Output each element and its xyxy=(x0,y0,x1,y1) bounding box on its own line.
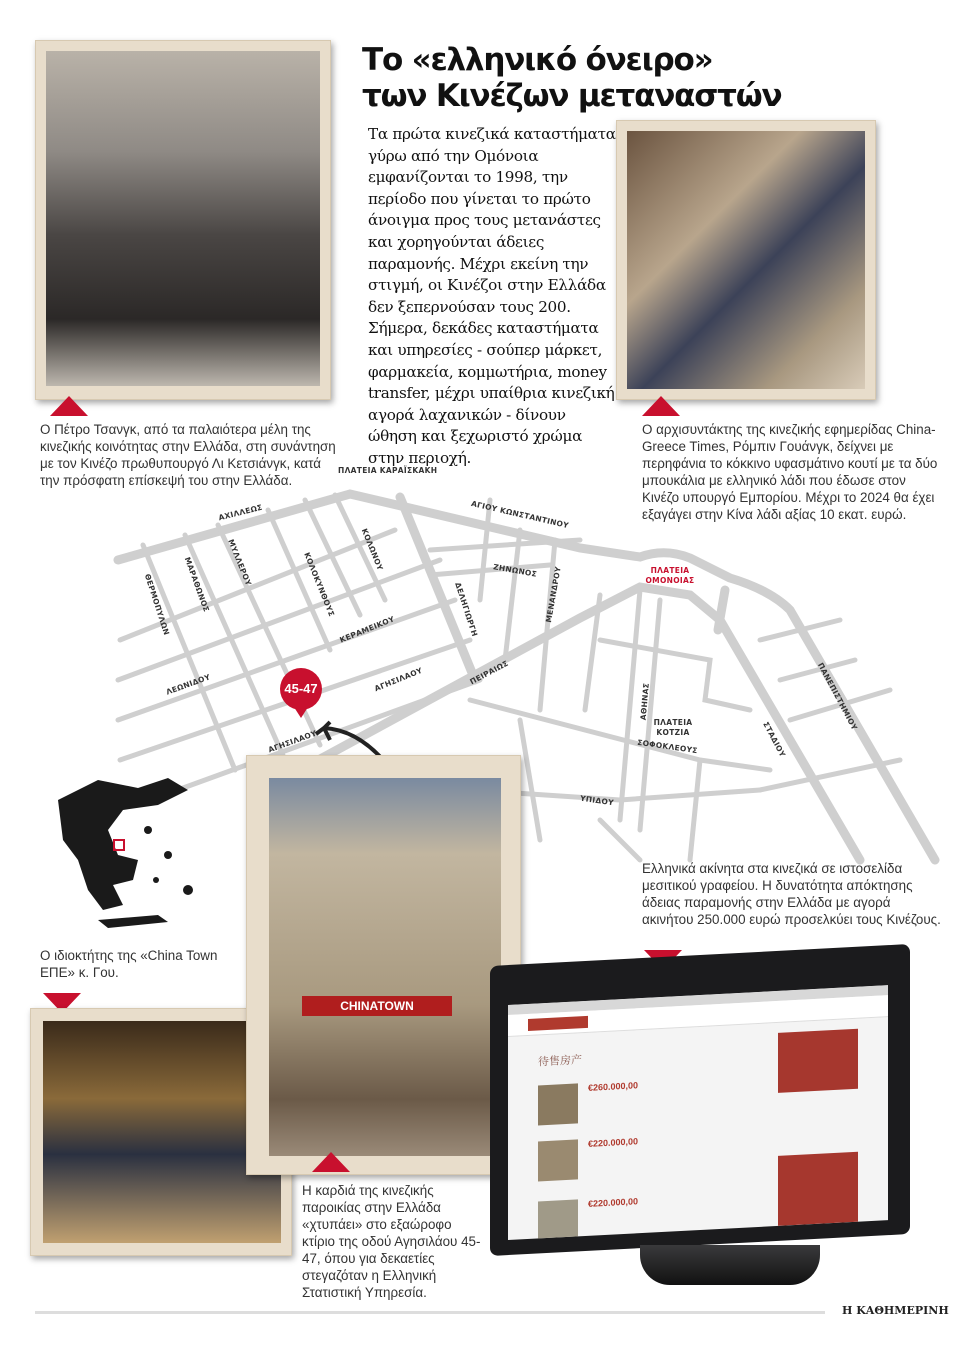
label-evripidou: ΥΠΙΔΟΥ xyxy=(579,793,615,808)
screen-sidebar-box xyxy=(778,1152,858,1226)
marker-pin-tip-icon xyxy=(292,704,310,718)
listing-photo xyxy=(538,1139,578,1181)
label-thermopylon: ΘΕΡΜΟΠΥΛΩΝ xyxy=(142,572,172,637)
label-achilleos: ΑΧΙΛΛΕΩΣ xyxy=(217,502,264,523)
location-marker-45-47[interactable]: 45-47 xyxy=(280,668,322,710)
site-logo xyxy=(528,1016,588,1031)
listing-price[interactable]: €260.000,00 xyxy=(588,1080,639,1093)
footer-rule xyxy=(35,1311,825,1314)
screen-heading: 待售房产 xyxy=(538,1053,582,1069)
caption-tsang: Ο Πέτρο Τσανγκ, από τα παλαιότερα μέλη της κινεζικής κοινότητας στην Ελλάδα, στη συνάντηση με τον Κινέζο πρωθυπουργό Λι Κετσιάνγκ, κατά την πρόσφατη επίσκεψή του στην Ελλάδα. xyxy=(40,422,336,488)
label-stadiou: ΣΤΑΔΙΟΥ xyxy=(761,720,788,759)
label-athinas: ΑΘΗΝΑΣ xyxy=(638,682,651,721)
listing-photo xyxy=(538,1083,578,1125)
label-agisilaou-west: ΑΓΗΣΙΛΑΟΥ xyxy=(266,728,318,755)
label-kolonou: ΚΟΛΩΝΟΥ xyxy=(359,527,385,572)
caption-building: Η καρδιά της κινεζικής παροικίας στην Ελλάδα «χτυπάει» στο εξαώροφο κτίριο της οδού Αγησιλάου 45-47, όπου για δεκαετίες στεγαζόταν η Ελληνική Στατιστική Υπηρεσία. xyxy=(302,1183,481,1300)
caption-editor: Ο αρχισυντάκτης της κινεζικής εφημερίδας China-Greece Times, Ρόμπιν Γουάνγκ, δείχνει με περηφάνια το κόκκινο υφασμάτινο κουτί με τα δύο μπουκάλια με ελληνικό λάδι που έδωσε στον Κινέζο υπουργό Εμπορίου. Μέχρι το 2024 θα έχει εξαγάγει στην Κίνα λάδι αξίας 10 εκατ. ευρώ. xyxy=(642,422,938,522)
label-leonidou: ΛΕΩΝΙΔΟΥ xyxy=(164,672,212,697)
label-agisilaou-east: ΑΓΗΣΙΛΑΟΥ xyxy=(373,665,424,694)
pointer-triangle-icon xyxy=(50,396,88,416)
title-line-2: των Κινέζων μεταναστών xyxy=(362,78,782,114)
chinatown-sign: CHINATOWN xyxy=(302,996,452,1016)
label-zinonos: ΖΗΝΩΝΟΣ xyxy=(492,562,538,579)
photo-frame-editor xyxy=(616,120,876,400)
label-menandrou: ΜΕΝΑΝΔΡΟΥ xyxy=(544,565,563,624)
label-mylleroy: ΜΥΛΛΕΡΟΥ xyxy=(226,537,254,588)
photo-chinatown-building xyxy=(269,778,501,1156)
article-body: Τα πρώτα κινεζικά καταστήματα γύρω από την Ομόνοια εμφανίζονται το 1998, την περίοδο που γίνεται το πρώτο άνοιγμα προς τους μετανάστες και χορηγούνται άδειες παραμονής. Μέχρι εκείνη την στιγμή, οι Κινέζοι στην Ελλάδα δεν ξεπερνούσαν τους 200. Σήμερα, δεκάδες καταστήματα και υπηρεσίες - σούπερ μάρκετ, φαρμακεία, κομμωτήρια, money transfer, μέχρι υπαίθρια κινεζική αγορά λαχανικών - δίνουν ώθηση και ξεχωριστό χρώμα στην περιοχή. xyxy=(368,125,616,467)
listing-price[interactable]: €220.000,00 xyxy=(588,1196,639,1209)
caption-owner: Ο ιδιοκτήτης της «China Town ΕΠΕ» κ. Γου. xyxy=(40,948,218,980)
label-kolokynthous: ΚΟΛΟΚΥΝΘΟΥΣ xyxy=(302,551,337,618)
listing-photo xyxy=(538,1199,578,1240)
label-panepistimiou: ΠΑΝΕΠΙΣΤΗΜΙΟΥ xyxy=(815,661,860,732)
greece-map-icon xyxy=(38,760,208,940)
label-plateia-omonoias: ΠΛΑΤΕΙΑ ΟΜΟΝΟΙΑΣ xyxy=(645,566,695,585)
screen-sidebar-box xyxy=(778,1029,858,1093)
newspaper-logo: Η ΚΑΘΗΜΕΡΙΝΗ xyxy=(842,1304,949,1317)
listing-price[interactable]: €220.000,00 xyxy=(588,1136,639,1149)
label-marathonos: ΜΑΡΑΘΩΝΟΣ xyxy=(182,555,212,614)
caption-realestate: Ελληνικά ακίνητα στα κινεζικά σε ιστοσελίδα μεσιτικού γραφείου. Η δυνατότητα απόκτησης άδειας παραμονής στην Ελλάδα με αγορά ακινήτου 250.000 ευρώ προσελκύει τους Κινέζους. xyxy=(642,861,941,927)
computer-monitor xyxy=(490,944,910,1256)
title-line-1: Το «ελληνικό όνειρο» xyxy=(362,42,713,78)
photo-frame-tsang xyxy=(35,40,331,400)
pointer-triangle-icon xyxy=(642,396,680,416)
label-sofokleous: ΣΟΦΟΚΛΕΟΥΣ xyxy=(636,737,699,756)
article-title xyxy=(362,42,782,114)
label-plateia-kotzia: ΠΛΑΤΕΙΑ ΚΟΤΖΙΑ xyxy=(653,718,693,737)
label-deligiorgi: ΔΕΛΗΓΙΩΡΓΗ xyxy=(453,581,480,638)
label-peiraios: ΠΕΙΡΑΙΩΣ xyxy=(468,658,510,687)
photo-frame-building xyxy=(246,755,521,1175)
photo-editor-oil xyxy=(627,131,865,389)
label-plateia-karaiskaki: ΠΛΑΤΕΙΑ ΚΑΡΑΪΣΚΑΚΗ xyxy=(338,466,438,475)
label-agiou-konstantinou: ΑΓΙΟΥ ΚΩΝΣΤΑΝΤΙΝΟΥ xyxy=(470,498,570,531)
label-kerameikou: ΚΕΡΑΜΕΙΚΟΥ xyxy=(338,614,396,645)
photo-tsang-meeting xyxy=(46,51,320,386)
monitor-stand xyxy=(640,1245,820,1285)
monitor-screen xyxy=(508,985,888,1240)
pointer-triangle-icon xyxy=(312,1152,350,1172)
